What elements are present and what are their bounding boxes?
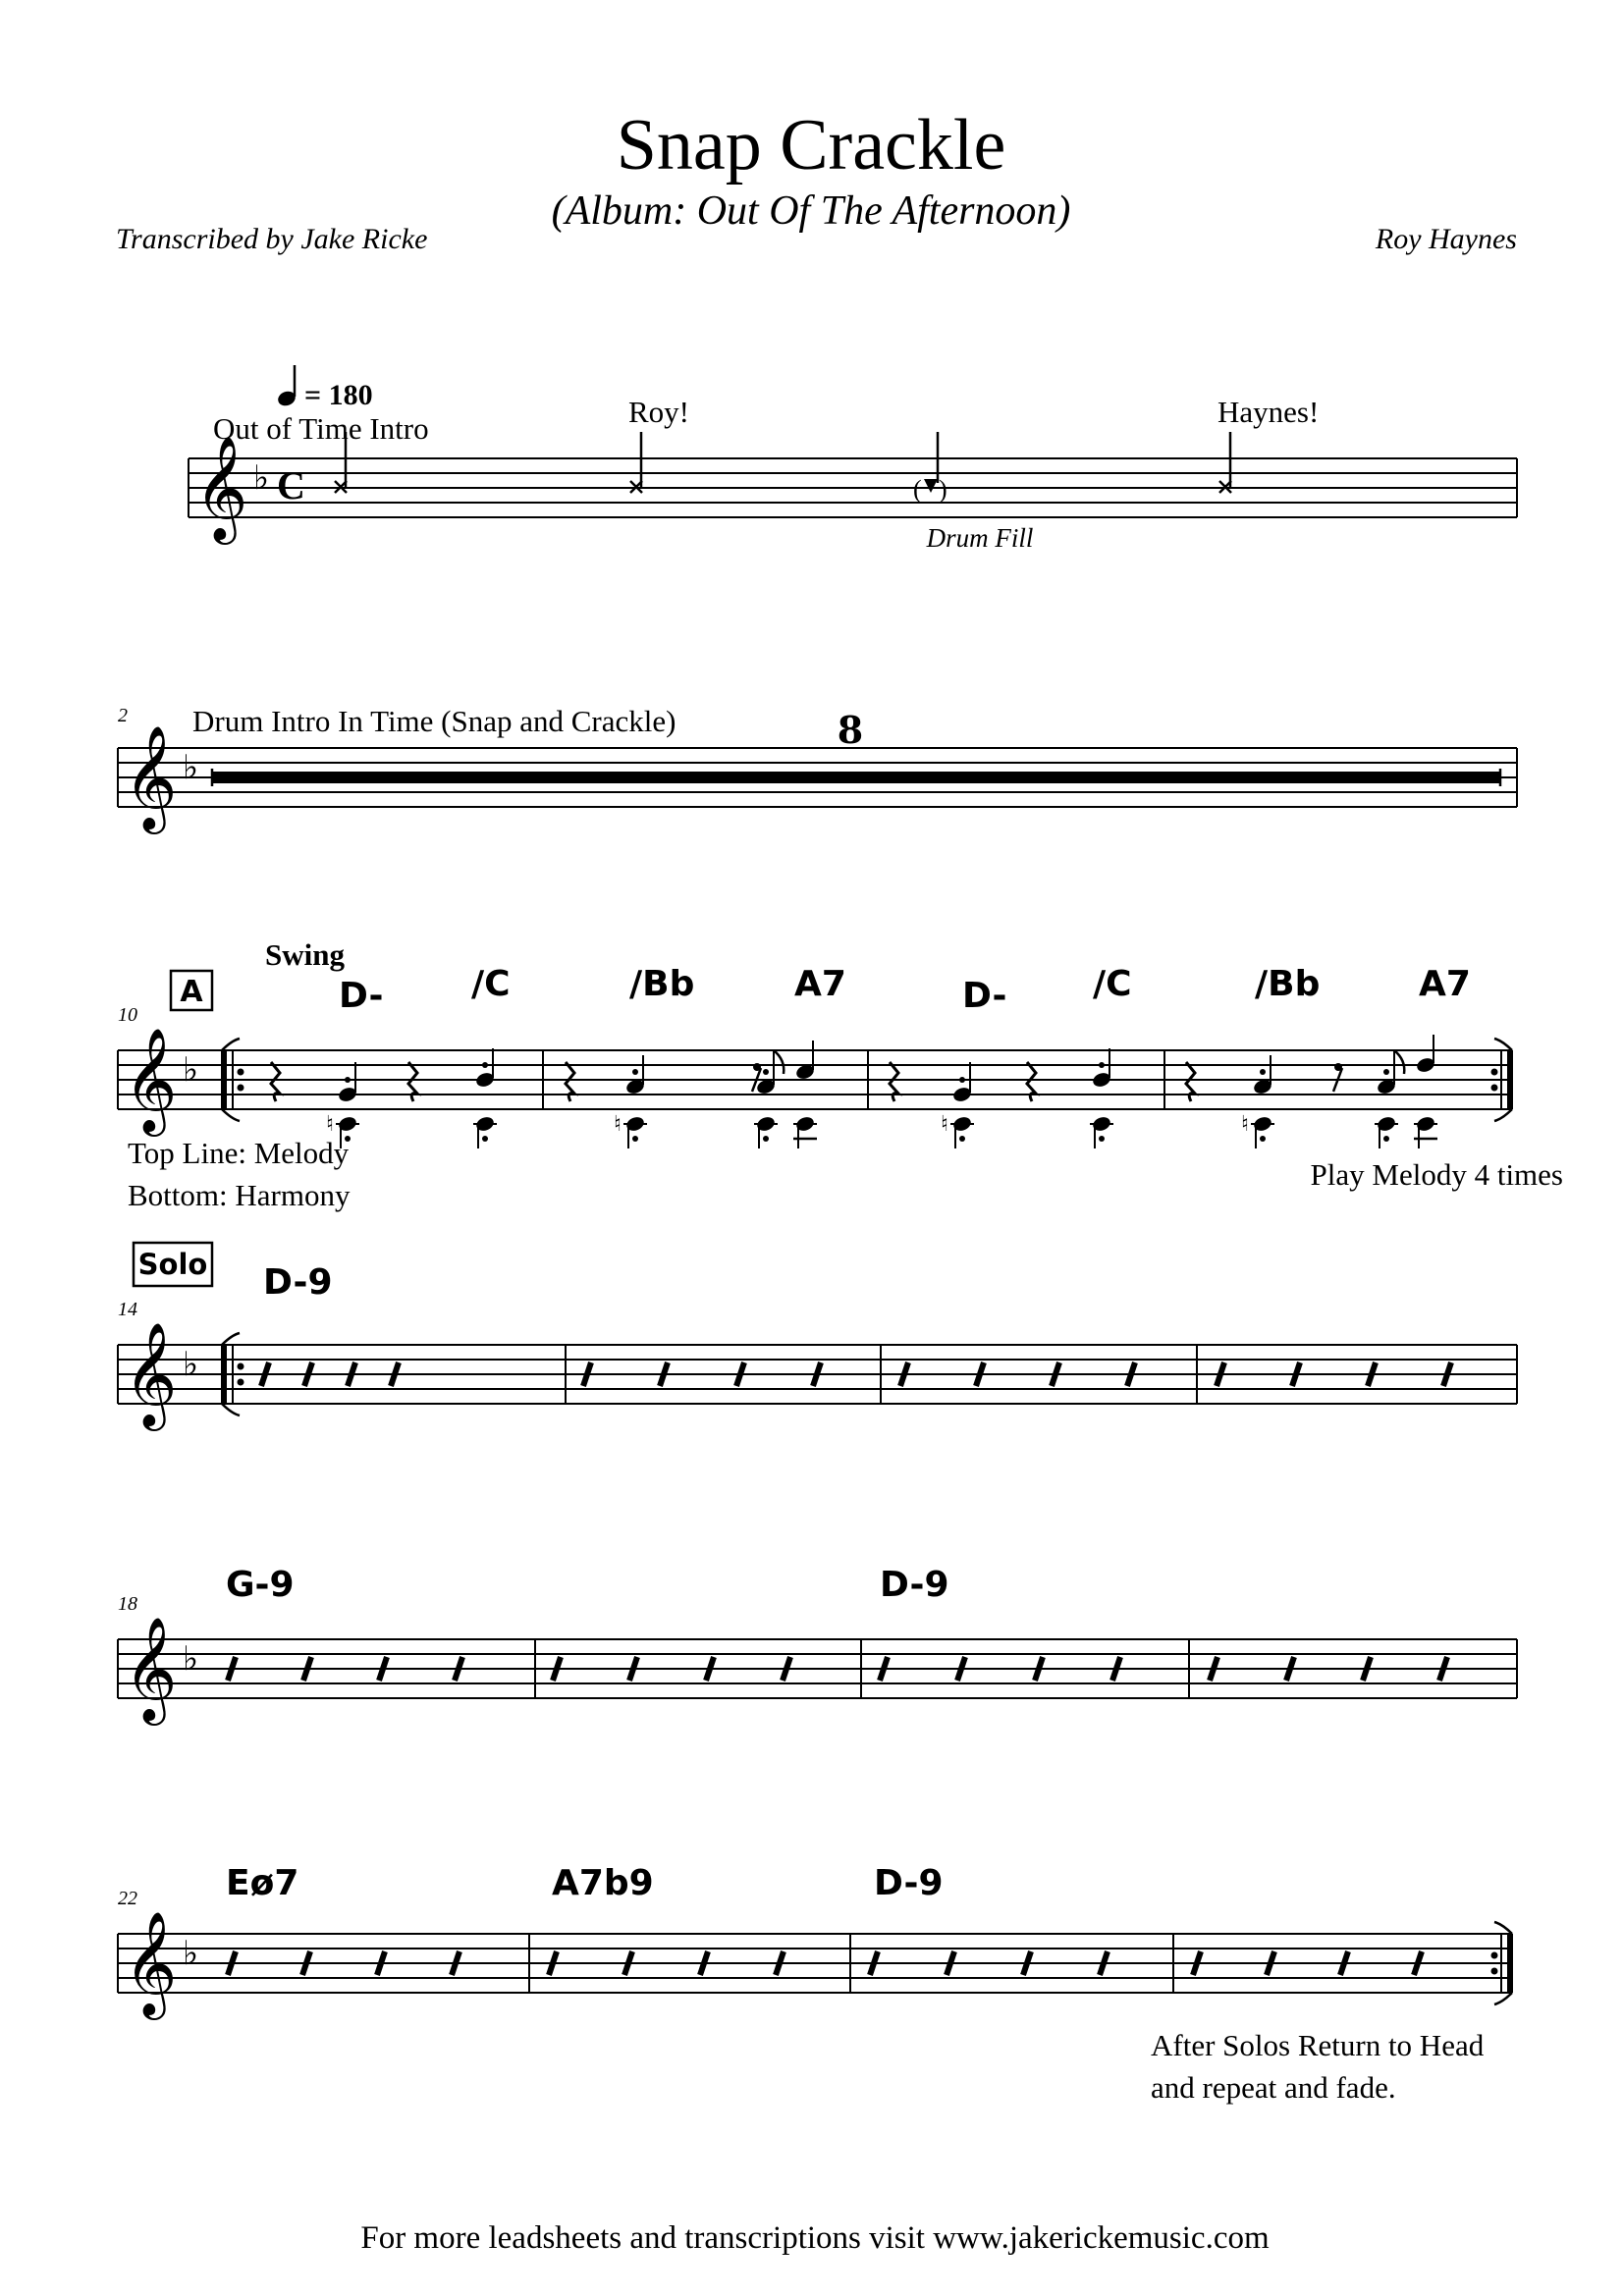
multirest-count: 8 [837, 708, 864, 752]
note-stack [473, 1048, 497, 1148]
style-marking: Swing [265, 937, 345, 972]
key-signature-flat-icon: ♭ [183, 1639, 199, 1679]
chord-symbol: /Bb [1255, 964, 1321, 1004]
rehearsal-mark-a [171, 971, 212, 1010]
svg-text:♮: ♮ [941, 1112, 948, 1137]
treble-clef-icon: 𝄞 [124, 1616, 178, 1721]
key-signature-flat-icon: ♭ [183, 1050, 199, 1090]
page-title: Snap Crackle [616, 105, 1006, 186]
note-stack [1241, 1055, 1274, 1148]
staff-lines [118, 1639, 1517, 1698]
chord-symbol: D- [339, 976, 384, 1016]
time-signature: C [277, 463, 305, 507]
arrangement-note: Bottom: Harmony [128, 1178, 351, 1212]
drum-fill-note [913, 432, 947, 504]
drum-intro-label: Drum Intro In Time (Snap and Crackle) [192, 704, 676, 738]
key-signature-flat-icon: ♭ [183, 1345, 199, 1384]
chord-symbol: D-9 [263, 1262, 333, 1303]
svg-text:(: ( [913, 475, 922, 504]
note-stack [1090, 1048, 1113, 1148]
shout-haynes: Haynes! [1217, 395, 1320, 429]
treble-clef-icon: 𝄞 [124, 1910, 178, 2015]
tempo-marking [276, 365, 372, 411]
ending-instruction: After Solos Return to Head [1151, 2028, 1485, 2062]
footer-text: For more leadsheets and transcriptions visit www.jakerickemusic.com [360, 2220, 1270, 2256]
key-signature-flat-icon: ♭ [183, 1934, 199, 1973]
staff-lines [118, 1934, 1510, 1993]
composer-credit: Roy Haynes [1375, 223, 1517, 255]
chord-symbol: Eø7 [226, 1863, 299, 1903]
chord-symbol: /C [1093, 964, 1132, 1004]
chord-symbol: D-9 [880, 1565, 949, 1605]
note-stack [1414, 1035, 1437, 1148]
chord-symbol: /Bb [629, 964, 695, 1004]
rehearsal-mark-solo [134, 1243, 212, 1286]
measure-number: 22 [118, 1888, 137, 1909]
note-stack [941, 1062, 974, 1148]
measure-number: 18 [118, 1593, 137, 1615]
shout-roy: Roy! [628, 395, 689, 429]
eighth-rest-icon [752, 1063, 1342, 1092]
measure-number: 2 [118, 705, 128, 726]
svg-text:♮: ♮ [614, 1112, 622, 1137]
arrangement-note: Top Line: Melody [128, 1136, 350, 1170]
treble-clef-icon: 𝄞 [194, 435, 248, 540]
measure-number: 10 [118, 1004, 137, 1026]
x-notehead [630, 432, 642, 493]
key-signature-flat-icon: ♭ [183, 748, 199, 787]
system-4 [118, 1243, 1517, 1431]
x-notehead [1219, 432, 1231, 493]
transcriber-credit: Transcribed by Jake Ricke [116, 223, 428, 255]
key-signature-flat-icon: ♭ [253, 458, 270, 498]
treble-clef-icon: 𝄞 [124, 1027, 178, 1132]
treble-clef-icon: 𝄞 [124, 1321, 178, 1426]
note-stack [614, 1055, 647, 1148]
treble-clef-icon: 𝄞 [124, 724, 178, 829]
page-subtitle: (Album: Out Of The Afternoon) [551, 188, 1071, 234]
svg-text:): ) [939, 475, 947, 504]
system-3 [118, 937, 1563, 1212]
chord-symbol: A7 [1419, 964, 1471, 1004]
chord-symbol: A7 [794, 964, 846, 1004]
svg-text:♮: ♮ [1241, 1112, 1249, 1137]
system-6 [118, 1863, 1512, 2105]
chord-symbol: A7b9 [552, 1863, 654, 1903]
chord-symbol: /C [471, 964, 511, 1004]
chord-symbol: D- [962, 976, 1007, 1016]
drum-fill-label: Drum Fill [926, 523, 1034, 553]
play-instruction: Play Melody 4 times [1310, 1157, 1563, 1192]
system-1 [189, 365, 1517, 553]
svg-text:A: A [180, 975, 203, 1009]
chord-symbol: D-9 [874, 1863, 944, 1903]
staff-lines [189, 458, 1517, 517]
chord-symbol: G-9 [226, 1565, 295, 1605]
system-5 [118, 1565, 1517, 1726]
svg-text:Solo: Solo [137, 1248, 208, 1281]
system-2 [118, 704, 1517, 834]
measure-number: 14 [118, 1299, 137, 1320]
ending-instruction: and repeat and fade. [1151, 2070, 1396, 2105]
intro-label: Out of Time Intro [213, 411, 429, 446]
svg-text:♮: ♮ [326, 1112, 334, 1137]
tempo-value: = 180 [304, 379, 373, 411]
